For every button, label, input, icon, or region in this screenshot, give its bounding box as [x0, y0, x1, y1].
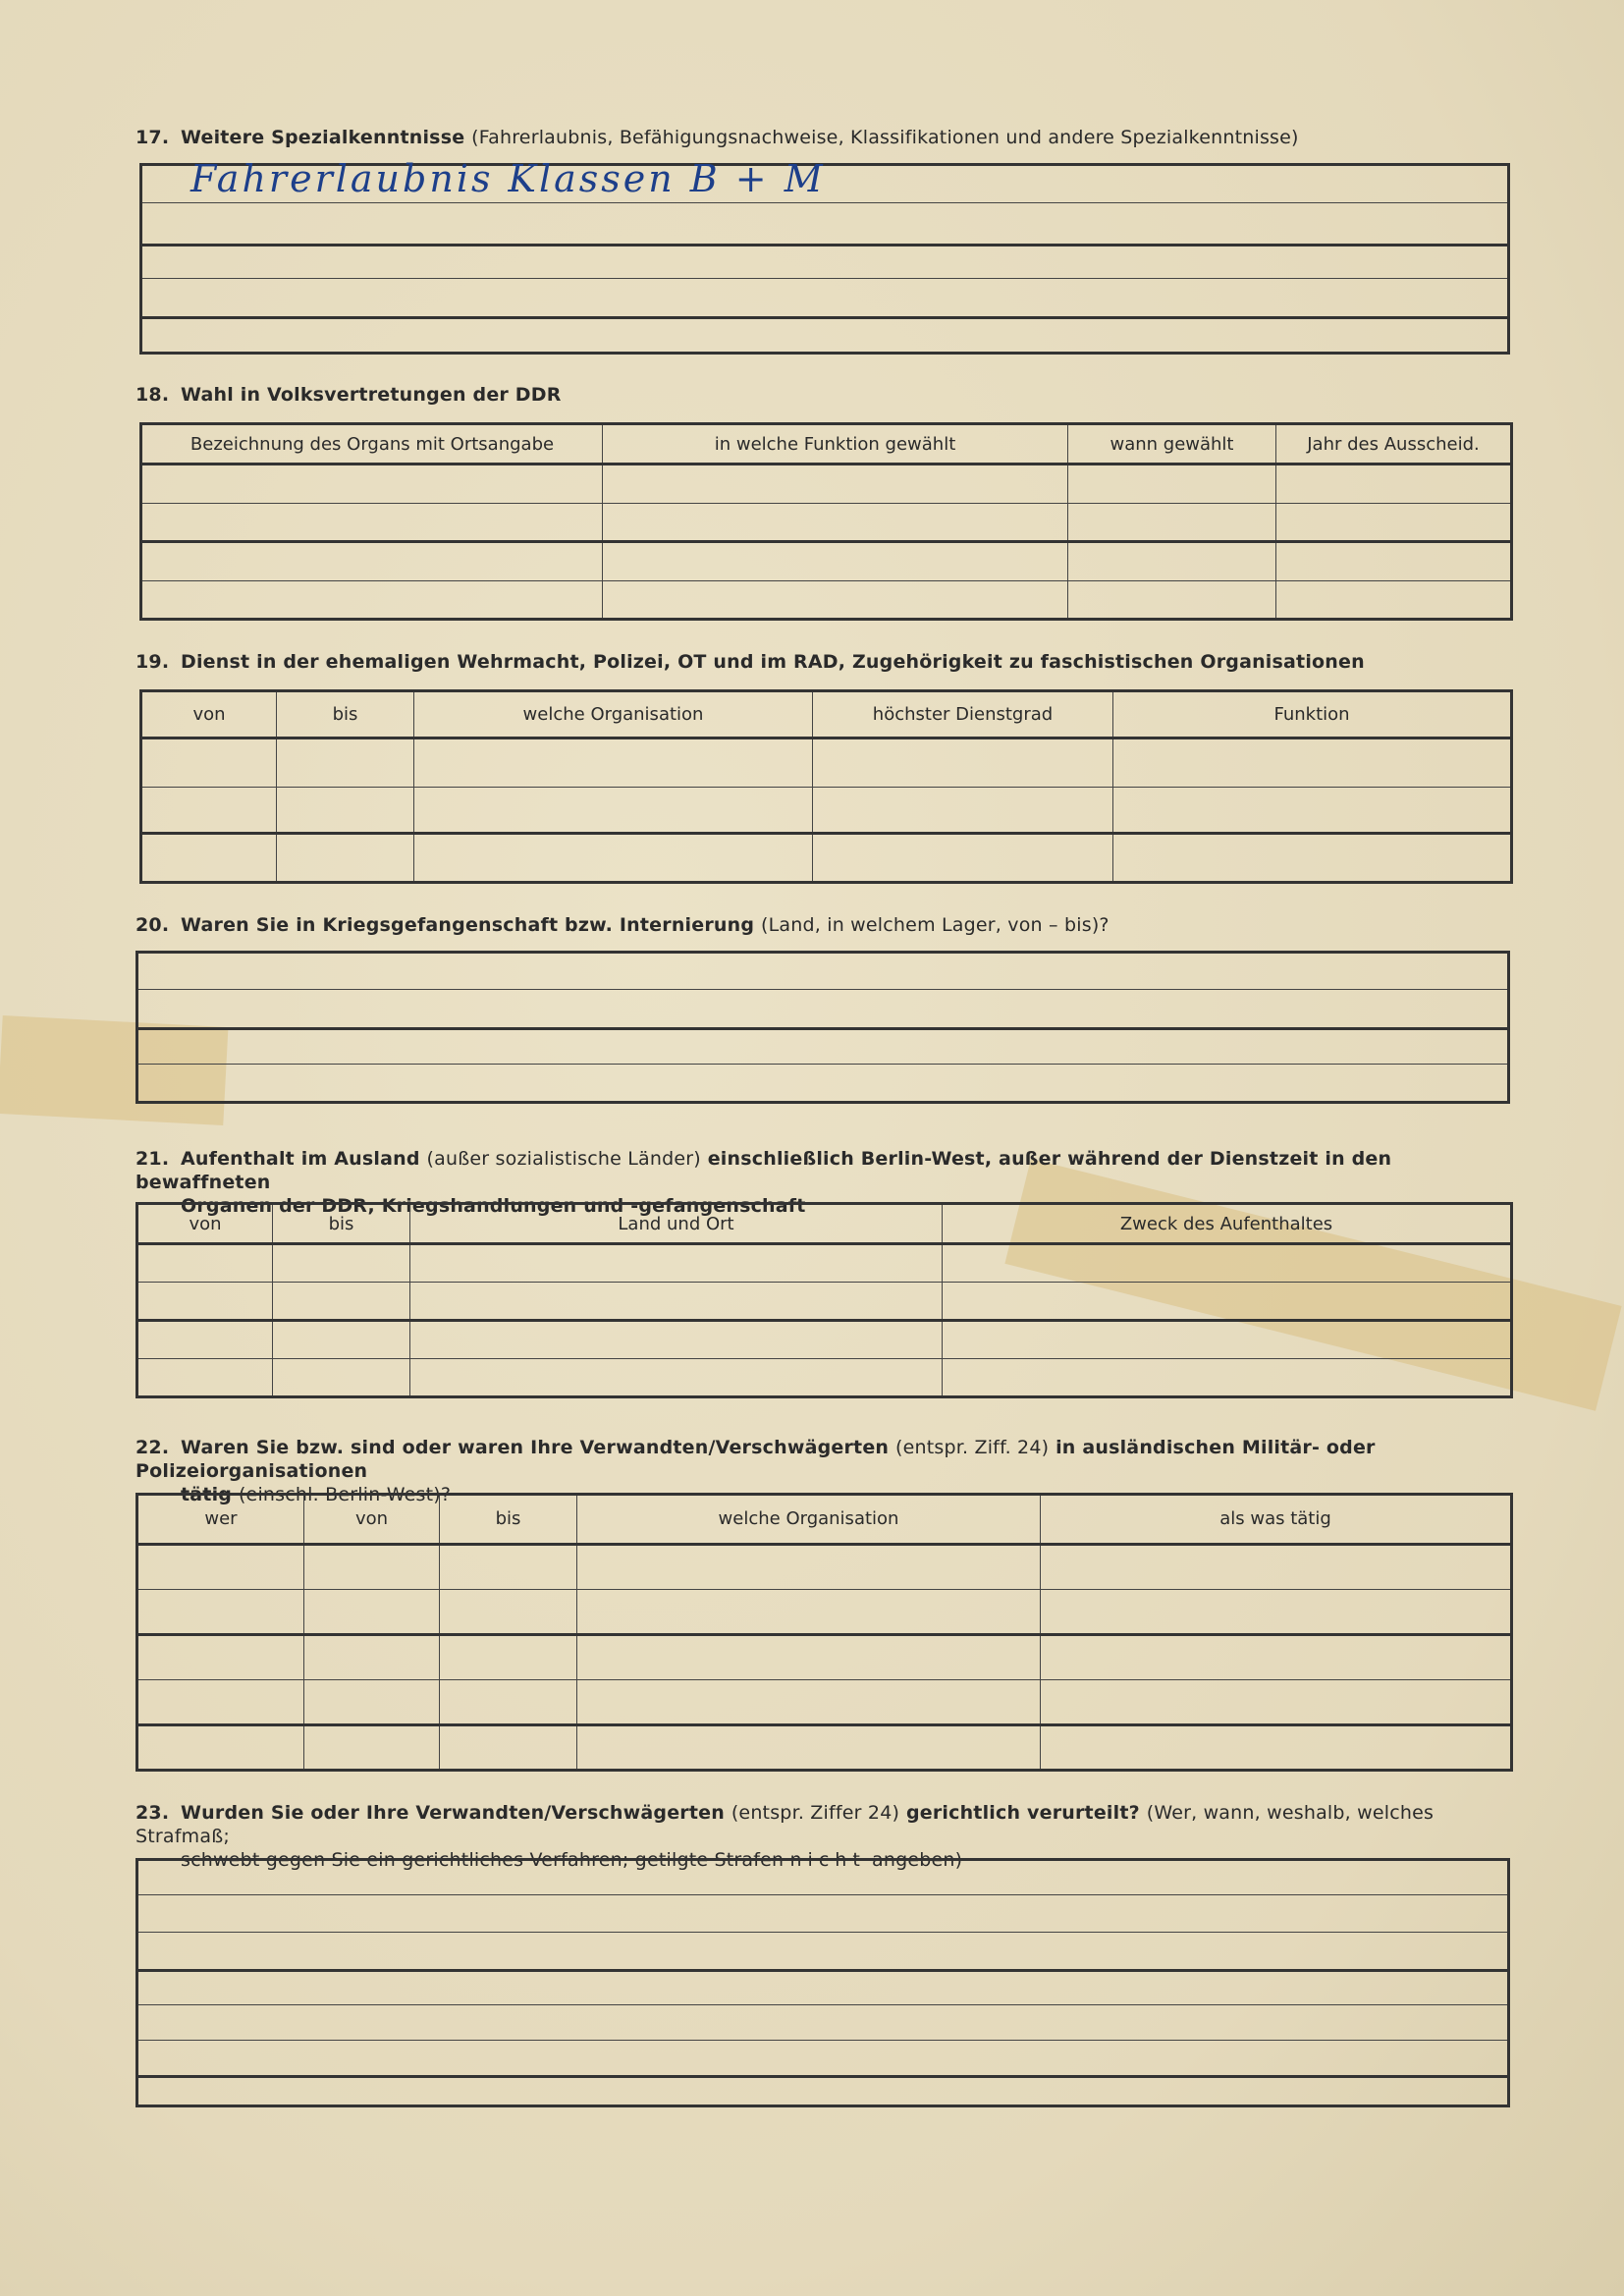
section-23: [135, 1801, 1510, 2125]
table-cell[interactable]: [273, 1321, 410, 1359]
table-cell[interactable]: [304, 1724, 440, 1770]
table-cell[interactable]: [141, 465, 603, 503]
question-note: (Wer, wann, weshalb, welches Strafmaß;: [135, 1802, 1435, 1847]
table-cell[interactable]: [137, 1544, 304, 1589]
question-note: (einschl. Berlin-West)?: [238, 1484, 452, 1505]
question-note: schwebt gegen Sie ein gerichtliches Verfahren; getilgte Strafen: [181, 1849, 785, 1871]
table-cell[interactable]: [603, 542, 1068, 580]
table-cell[interactable]: [577, 1544, 1041, 1589]
handwritten-entry: Fahrerlaubnis Klassen B + M: [190, 157, 826, 200]
question-18-label: [135, 383, 1510, 407]
header-cell: Funktion: [1113, 691, 1512, 738]
question-22-label: [135, 1436, 1510, 1483]
table-cell[interactable]: [141, 834, 277, 883]
table-cell[interactable]: [1068, 503, 1276, 541]
q20-answer-box[interactable]: [135, 951, 1510, 1104]
header-cell: höchster Dienstgrad: [813, 691, 1113, 738]
table-cell[interactable]: [440, 1589, 577, 1634]
table-cell[interactable]: [141, 787, 277, 834]
question-21-label-line2: Organen der DDR, Kriegshandlungen und -gefangenschaft: [181, 1195, 806, 1217]
table-cell[interactable]: [410, 1321, 943, 1359]
q19-table: [139, 689, 1513, 884]
table-cell[interactable]: [943, 1358, 1512, 1396]
table-cell[interactable]: [1068, 542, 1276, 580]
table-cell[interactable]: [410, 1358, 943, 1396]
question-title-cont: in ausländischen Militär- oder Polizeiorganisationen: [135, 1437, 1376, 1482]
header-cell: wer: [137, 1495, 304, 1545]
question-title: Waren Sie bzw. sind oder waren Ihre Verwandten/Verschwägerten: [181, 1437, 890, 1458]
question-number: 18.: [135, 384, 170, 406]
table-cell[interactable]: [137, 1634, 304, 1679]
table-cell[interactable]: [943, 1321, 1512, 1359]
table-cell[interactable]: [440, 1634, 577, 1679]
section-21: [135, 1147, 1510, 1404]
table-cell[interactable]: [137, 1321, 273, 1359]
header-cell: in welche Funktion gewählt: [603, 424, 1068, 465]
table-cell[interactable]: [943, 1244, 1512, 1283]
table-cell[interactable]: [440, 1679, 577, 1724]
question-number: 22.: [135, 1437, 170, 1458]
table-cell[interactable]: [1113, 834, 1512, 883]
header-cell: Jahr des Ausscheid.: [1276, 424, 1512, 465]
question-title-cont: tätig: [181, 1484, 233, 1505]
table-cell[interactable]: [137, 1589, 304, 1634]
table-cell[interactable]: [1276, 503, 1512, 541]
table-cell[interactable]: [137, 1679, 304, 1724]
table-cell[interactable]: [304, 1679, 440, 1724]
header-cell: welche Organisation: [577, 1495, 1041, 1545]
question-note: angeben): [872, 1849, 963, 1871]
table-cell[interactable]: [813, 738, 1113, 787]
question-title: Waren Sie in Kriegsgefangenschaft bzw. Internierung: [181, 914, 755, 936]
table-cell[interactable]: [1041, 1679, 1512, 1724]
table-cell[interactable]: [1041, 1724, 1512, 1770]
table-cell[interactable]: [137, 1724, 304, 1770]
header-cell: bis: [277, 691, 414, 738]
table-cell[interactable]: [304, 1634, 440, 1679]
header-cell: bis: [440, 1495, 577, 1545]
table-cell[interactable]: [414, 738, 813, 787]
table-cell[interactable]: [137, 1283, 273, 1321]
table-cell[interactable]: [1041, 1634, 1512, 1679]
section-18: [135, 383, 1510, 629]
section-20: [135, 913, 1510, 1110]
table-cell[interactable]: [137, 1244, 273, 1283]
table-cell[interactable]: [1068, 465, 1276, 503]
question-note: (entspr. Ziff. 24): [894, 1437, 1050, 1458]
q22-table: [135, 1493, 1513, 1772]
table-cell[interactable]: [813, 787, 1113, 834]
table-cell[interactable]: [277, 834, 414, 883]
question-title: Aufenthalt im Ausland: [181, 1148, 420, 1170]
question-19-label: [135, 650, 1510, 674]
question-title-cont: einschließlich Berlin-West, außer während der Dienstzeit in den bewaffneten: [135, 1148, 1392, 1193]
q21-table: [135, 1202, 1513, 1398]
question-title: Wahl in Volksvertretungen der DDR: [181, 384, 562, 406]
table-cell[interactable]: [603, 503, 1068, 541]
table-cell[interactable]: [1041, 1589, 1512, 1634]
question-note: (außer sozialistische Länder): [426, 1148, 701, 1170]
table-cell[interactable]: [141, 738, 277, 787]
question-20-label: [135, 913, 1510, 937]
question-number: 17.: [135, 127, 170, 148]
question-21-label: [135, 1147, 1510, 1194]
table-cell[interactable]: [273, 1244, 410, 1283]
table-cell[interactable]: [943, 1283, 1512, 1321]
table-cell[interactable]: [577, 1634, 1041, 1679]
table-cell[interactable]: [277, 738, 414, 787]
table-cell[interactable]: [141, 580, 603, 619]
table-cell[interactable]: [603, 580, 1068, 619]
question-number: 19.: [135, 651, 170, 673]
header-cell: bis: [273, 1204, 410, 1244]
question-number: 23.: [135, 1802, 170, 1824]
header-cell: von: [141, 691, 277, 738]
table-cell[interactable]: [1276, 580, 1512, 619]
table-cell[interactable]: [304, 1544, 440, 1589]
header-cell: als was tätig: [1041, 1495, 1512, 1545]
table-cell[interactable]: [603, 465, 1068, 503]
q18-table: [139, 422, 1513, 621]
header-cell: welche Organisation: [414, 691, 813, 738]
question-title: Weitere Spezialkenntnisse: [181, 127, 465, 148]
header-cell: Land und Ort: [410, 1204, 943, 1244]
table-cell[interactable]: [813, 834, 1113, 883]
section-19: [135, 650, 1510, 886]
table-cell[interactable]: [440, 1724, 577, 1770]
question-17-label: [135, 126, 1510, 149]
question-note: (entspr. Ziffer 24): [731, 1802, 900, 1824]
table-cell[interactable]: [141, 503, 603, 541]
question-subtitle: (Fahrerlaubnis, Befähigungsnachweise, Klassifikationen und andere Spezialkenntnisse): [471, 127, 1299, 148]
table-cell[interactable]: [1113, 787, 1512, 834]
section-17: [135, 126, 1510, 361]
question-title-cont: gerichtlich verurteilt?: [905, 1802, 1140, 1824]
table-cell[interactable]: [1276, 542, 1512, 580]
question-title: Wurden Sie oder Ihre Verwandten/Verschwägerten: [181, 1802, 725, 1824]
table-cell[interactable]: [277, 787, 414, 834]
table-cell[interactable]: [273, 1358, 410, 1396]
table-cell[interactable]: [577, 1724, 1041, 1770]
table-cell[interactable]: [410, 1283, 943, 1321]
header-cell: Zweck des Aufenthaltes: [943, 1204, 1512, 1244]
table-cell[interactable]: [577, 1589, 1041, 1634]
table-cell[interactable]: [141, 542, 603, 580]
table-cell[interactable]: [304, 1589, 440, 1634]
table-cell[interactable]: [577, 1679, 1041, 1724]
question-number: 20.: [135, 914, 170, 936]
table-cell[interactable]: [410, 1244, 943, 1283]
header-cell: von: [304, 1495, 440, 1545]
question-title: Dienst in der ehemaligen Wehrmacht, Polizei, OT und im RAD, Zugehörigkeit zu faschistischen Organisationen: [181, 651, 1365, 673]
table-cell[interactable]: [414, 787, 813, 834]
question-emphasis: nicht: [789, 1849, 866, 1871]
table-cell[interactable]: [273, 1283, 410, 1321]
table-cell[interactable]: [137, 1358, 273, 1396]
header-cell: wann gewählt: [1068, 424, 1276, 465]
table-cell[interactable]: [1041, 1544, 1512, 1589]
section-22: [135, 1436, 1510, 1776]
table-cell[interactable]: [414, 834, 813, 883]
question-23-label: [135, 1801, 1510, 1848]
question-number: 21.: [135, 1148, 170, 1170]
table-cell[interactable]: [1276, 465, 1512, 503]
header-cell: von: [137, 1204, 273, 1244]
table-cell[interactable]: [440, 1544, 577, 1589]
table-cell[interactable]: [1068, 580, 1276, 619]
header-cell: Bezeichnung des Organs mit Ortsangabe: [141, 424, 603, 465]
question-subtitle: (Land, in welchem Lager, von – bis)?: [761, 914, 1110, 936]
q23-answer-box[interactable]: [135, 1858, 1510, 2107]
table-cell[interactable]: [1113, 738, 1512, 787]
